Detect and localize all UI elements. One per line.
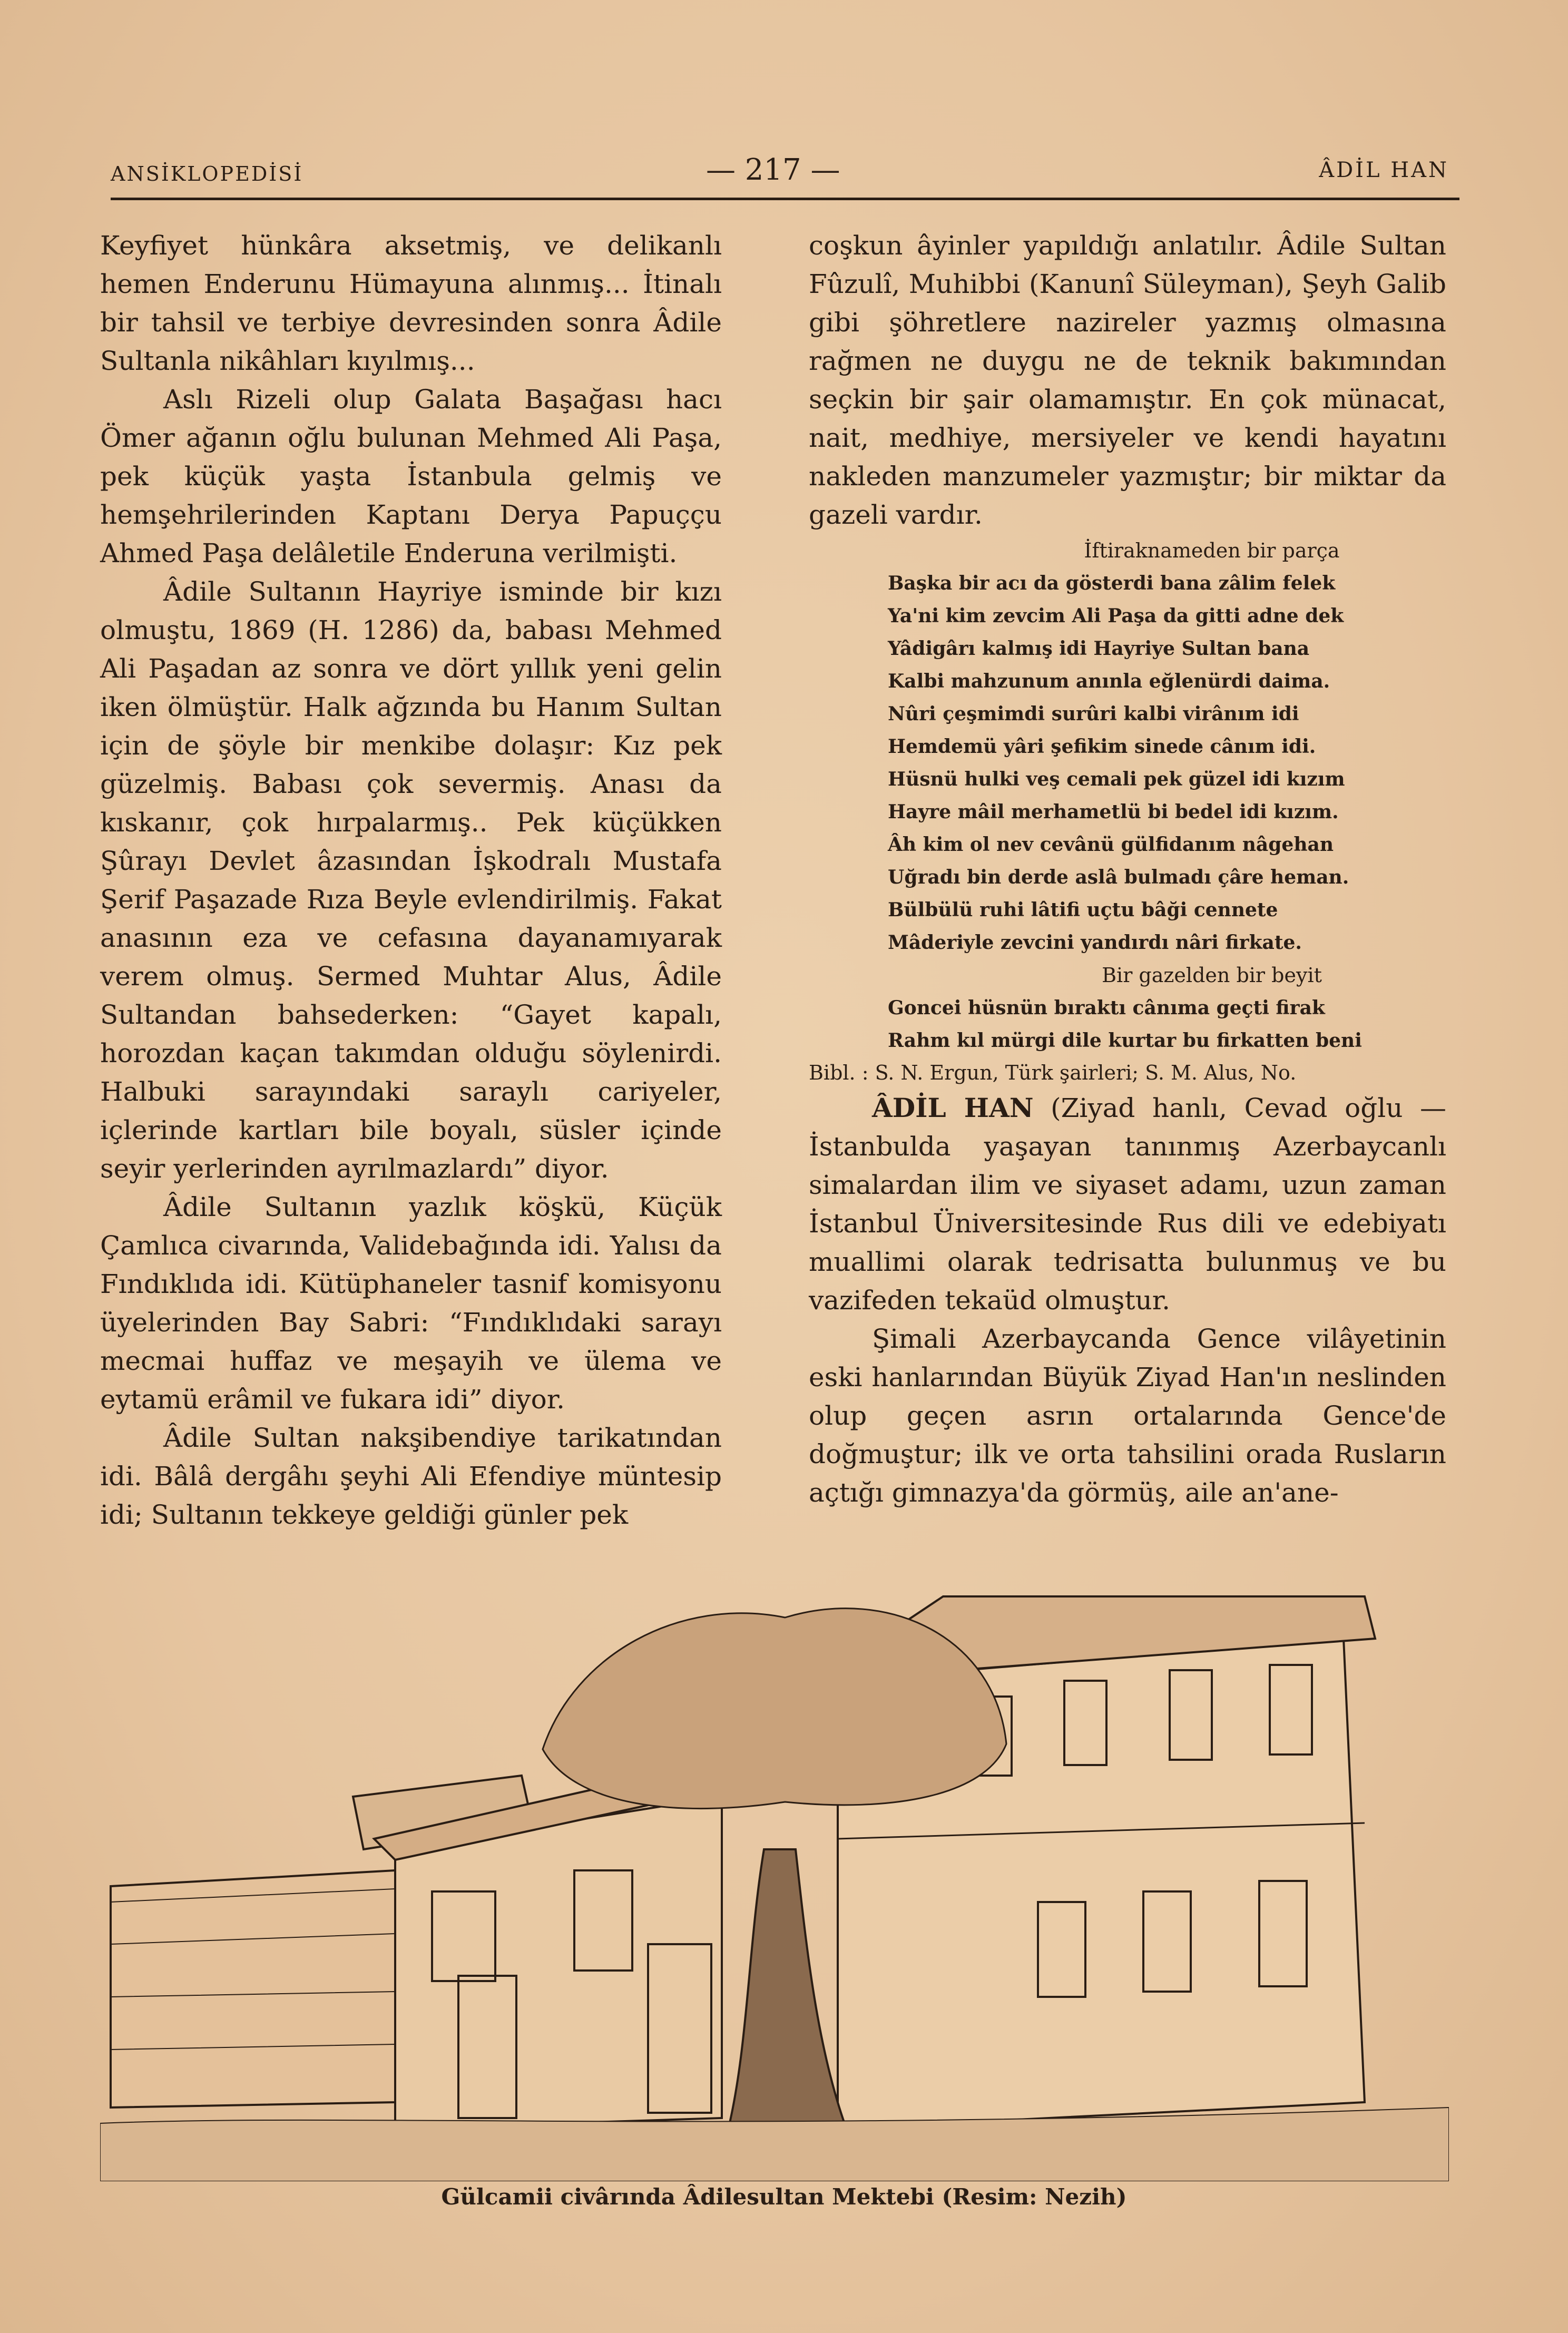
poem-line: Hüsnü hulki veş cemali pek güzel idi kızım xyxy=(888,768,1345,790)
bibliography: Bibl. : S. N. Ergun, Türk şairleri; S. M. Alus, No. xyxy=(809,1061,1297,1084)
paragraph: Âdile Sultan nakşibendiye tarikatından idi. Bâlâ dergâhı şeyhi Ali Efendiye müntesip idi; Sultanın tekkeye geldiği günler pek xyxy=(100,1423,722,1530)
page-number: — 217 — xyxy=(706,153,840,187)
poem-line: Uğradı bin derde aslâ bulmadı çâre heman. xyxy=(888,866,1349,888)
entry-paragraph xyxy=(809,1089,1446,1320)
poem-line: Yâdigârı kalmış idi Hayriye Sultan bana xyxy=(888,638,1310,660)
poem-line: Hemdemü yâri şefikim sinede cânım idi. xyxy=(888,736,1316,758)
poem-line: Bülbülü ruhi lâtifi uçtu bâği cennete xyxy=(888,899,1278,921)
poem-line: Goncei hüsnün bıraktı cânıma geçti firak xyxy=(888,997,1325,1019)
header-rule xyxy=(111,198,1459,200)
poem-line: Kalbi mahzunum anınla eğlenürdi daima. xyxy=(888,670,1330,692)
poem-line: Başka bir acı da gösterdi bana zâlim felek xyxy=(888,572,1336,594)
poem-line: Nûri çeşmimdi surûri kalbi virânım idi xyxy=(888,703,1299,725)
paragraph: coşkun âyinler yapıldığı anlatılır. Âdile Sultan Fûzulî, Muhibbi (Kanunî Süleyman), Şeyh Galib gibi şöhretlere nazireler yazmış olmasına rağmen ne duygu ne de teknik bakımından seçkin bir şair olamamıştır. En çok münacat, nait, medhiye, mersiyeler ve kendi hayatını nakleden manzumeler yazmıştır; bir miktar da gazeli vardır. xyxy=(809,230,1446,530)
header-left: ANSİKLOPEDİSİ xyxy=(111,162,303,185)
poem-line: Âh kim ol nev cevânü gülfidanım nâgehan xyxy=(888,834,1334,856)
paragraph: Âdile Sultanın yazlık köşkü, Küçük Çamlıca civarında, Validebağında idi. Yalısı da Fındıklıda idi. Kütüphaneler tasnif komisyonu üyelerinden Bay Sabri: “Fındıklıdaki sarayı mecmai huffaz ve meşayih ve ülema ve eytamü erâmil ve fukara idi” diyor. xyxy=(100,1192,722,1415)
poem-line: Hayre mâil merhametlü bi bedel idi kızım. xyxy=(888,801,1339,823)
poem-heading: Bir gazelden bir beyit xyxy=(1102,964,1322,987)
entry-text: (Ziyad hanlı, Cevad oğlu — İstanbulda yaşayan tanınmış Azerbaycanlı simalardan ilim ve siyaset adamı, uzun zaman İstanbul Üniversitesinde Rus dili ve edebiyatı muallimi olarak tedrisatta bulunmuş ve bu vazifeden tekaüd olmuştur. xyxy=(809,1093,1447,1316)
left-column xyxy=(100,227,722,1534)
poem-line: Ya'ni kim zevcim Ali Paşa da gitti adne dek xyxy=(888,605,1344,627)
paragraph: Aslı Rizeli olup Galata Başağası hacı Ömer ağanın oğlu bulunan Mehmed Ali Paşa, pek küçük yaşta İstanbula gelmiş ve hemşehrilerinden Kaptanı Derya Papuççu Ahmed Paşa delâletile Enderuna verilmişti. xyxy=(100,384,722,568)
poem-heading: İftiraknameden bir parça xyxy=(1084,539,1340,562)
poem-block xyxy=(809,534,1446,1057)
poem-line: Rahm kıl mürgi dile kurtar bu firkatten beni xyxy=(888,1030,1362,1052)
paragraph: Âdile Sultanın Hayriye isminde bir kızı olmuştu, 1869 (H. 1286) da, babası Mehmed Ali Paşadan az sonra ve dört yıllık yeni gelin iken ölmüştür. Halk ağzında bu Hanım Sultan için de şöyle bir menkibe dolaşır: Kız pek güzelmiş. Babası çok severmiş. Anası da kıskanır, çok hırpalarmış.. Pek küçükken Şûrayı Devlet âzasından İşkodralı Mustafa Şerif Paşazade Rıza Beyle evlendirilmiş. Fakat anasının eza ve cefasına dayanamıyarak verem olmuş. Sermed Muhtar Alus, Âdile Sultandan bahsederken: “Gayet kapalı, horozdan kaçan takımdan olduğu söylenirdi. Halbuki sarayındaki saraylı cariyeler, içlerinde kartları bile boyalı, süsler içinde seyir yerlerinden ayrılmazlardı” diyor. xyxy=(100,576,722,1184)
header-right: ÂDİL HAN xyxy=(1319,158,1449,182)
building-illustration xyxy=(100,1575,1449,2181)
entry-title: ÂDİL HAN xyxy=(872,1092,1034,1123)
right-column xyxy=(809,227,1446,1512)
poem-line: Mâderiyle zevcini yandırdı nâri firkate. xyxy=(888,932,1302,954)
running-header xyxy=(111,153,1449,195)
paragraph: Şimali Azerbaycanda Gence vilâyetinin eski hanlarından Büyük Ziyad Han'ın neslinden olup geçen asrın ortalarında Gence'de doğmuştur; ilk ve orta tahsilini orada Rusların açtığı gimnazya'da görmüş, aile an'ane- xyxy=(809,1324,1446,1508)
paragraph: Keyfiyet hünkâra aksetmiş, ve delikanlı hemen Enderunu Hümayuna alınmış... İtinalı bir tahsil ve terbiye devresinden sonra Âdile Sultanla nikâhları kıyılmış... xyxy=(100,230,722,376)
figure-caption: Gülcamii civârında Âdilesultan Mektebi (Resim: Nezih) xyxy=(441,2184,1127,2210)
